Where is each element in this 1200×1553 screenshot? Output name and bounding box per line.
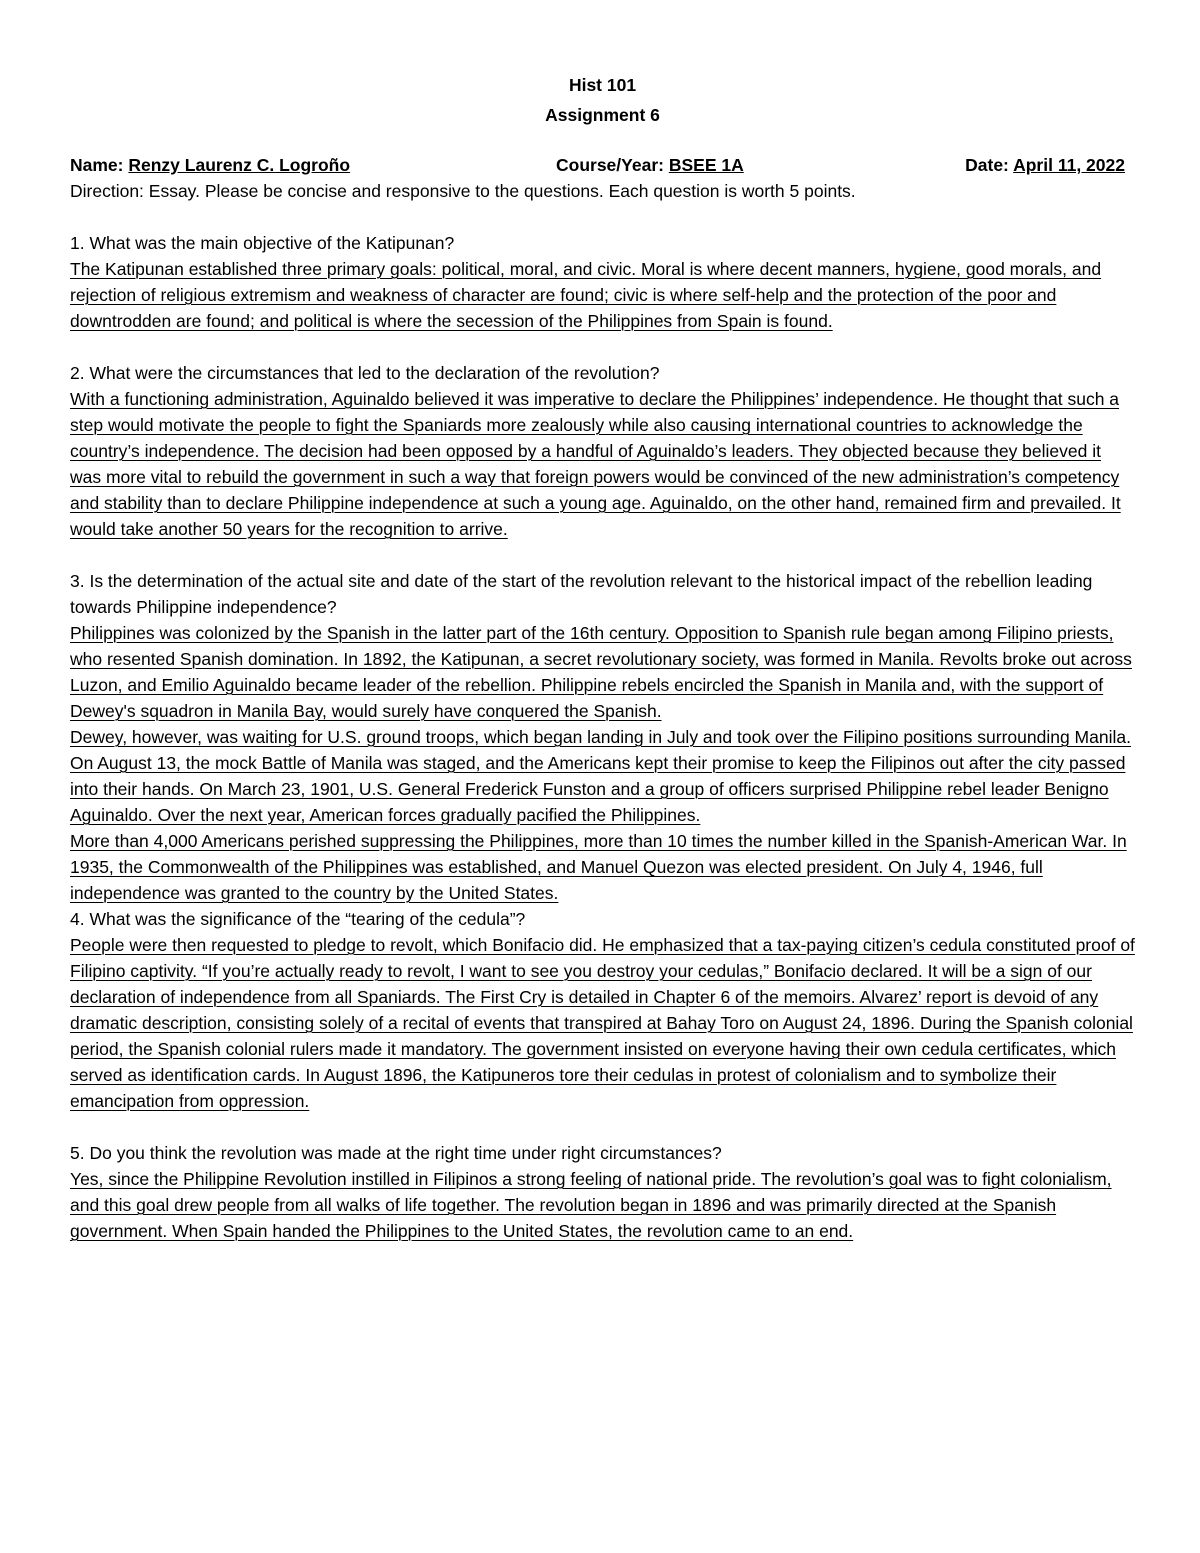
question-1: 1. What was the main objective of the Katipunan? (70, 233, 455, 253)
date-field (965, 152, 1125, 178)
answer-4: People were then requested to pledge to revolt, which Bonifacio did. He emphasized that a tax-paying citizen’s cedula constituted proof of Filipino captivity. “If you’re actually ready to revolt, I want to see you destroy your cedulas,” Bonifacio declared. It will be a sign of our declaration of independence from all Spaniards. The First Cry is detailed in Chapter 6 of the memoirs. Alvarez’ report is devoid of any dramatic description, consisting solely of a recital of events that transpired at Bahay Toro on August 24, 1896. During the Spanish colonial period, the Spanish colonial rulers made it mandatory. The government insisted on everyone having their own cedula certificates, which served as identification cards. In August 1896, the Katipuneros tore their cedulas in protest of colonialism and to symbolize their emancipation from oppression. (70, 935, 1135, 1111)
answer-1: The Katipunan established three primary goals: political, moral, and civic. Moral is where decent manners, hygiene, good morals, and rejection of religious extremism and weakness of character are found; civic is where self-help and the protection of the poor and downtrodden are found; and political is where the secession of the Philippines from Spain is found. (70, 259, 1102, 331)
name-field (70, 152, 350, 178)
student-info-row (70, 152, 1135, 178)
date-label: Date: (965, 155, 1009, 175)
answer-3-paragraph-2: Dewey, however, was waiting for U.S. ground troops, which began landing in July and took over the Filipino positions surrounding Manila. On August 13, the mock Battle of Manila was staged, and the Americans kept their promise to keep the Filipinos out after the city passed into their hands. On March 23, 1901, U.S. General Frederick Funston and a group of officers surprised Philippine rebel leader Benigno Aguinaldo. Over the next year, American forces gradually pacified the Philippines. (70, 727, 1131, 825)
question-3: 3. Is the determination of the actual site and date of the start of the revolution relevant to the historical impact of the rebellion leading towards Philippine independence? (70, 571, 1093, 617)
document-page (70, 72, 1135, 1244)
answer-5: Yes, since the Philippine Revolution instilled in Filipinos a strong feeling of national pride. The revolution’s goal was to fight colonialism, and this goal drew people from all walks of life together. The revolution began in 1896 and was primarily directed at the Spanish government. When Spain handed the Philippines to the United States, the revolution came to an end. (70, 1169, 1112, 1241)
course-label: Course/Year: (556, 155, 664, 175)
answer-2: With a functioning administration, Aguinaldo believed it was imperative to declare the Philippines’ independence. He thought that such a step would motivate the people to fight the Spaniards more zealously while also causing international countries to acknowledge the country’s independence. The decision had been opposed by a handful of Aguinaldo’s leaders. They objected because they believed it was more vital to rebuild the government in such a way that foreign powers would be convinced of the new administration’s competency and stability than to declare Philippine independence at such a young age. Aguinaldo, on the other hand, remained firm and prevailed. It would take another 50 years for the recognition to arrive. (70, 389, 1121, 539)
course-code-heading: Hist 101 (568, 75, 637, 95)
course-field (556, 152, 744, 178)
course-value: BSEE 1A (668, 155, 744, 175)
answer-3-paragraph-1: Philippines was colonized by the Spanish in the latter part of the 16th century. Opposition to Spanish rule began among Filipino priests, who resented Spanish domination. In 1892, the Katipunan, a secret revolutionary society, was formed in Manila. Revolts broke out across Luzon, and Emilio Aguinaldo became leader of the rebellion. Philippine rebels encircled the Spanish in Manila and, with the support of Dewey's squadron in Manila Bay, would surely have conquered the Spanish. (70, 623, 1132, 721)
name-value: Renzy Laurenz C. Logroño (128, 155, 351, 175)
date-value: April 11, 2022 (1013, 155, 1125, 175)
answer-3-paragraph-3: More than 4,000 Americans perished suppressing the Philippines, more than 10 times the number killed in the Spanish-American War. In 1935, the Commonwealth of the Philippines was established, and Manuel Quezon was elected president. On July 4, 1946, full independence was granted to the country by the United States. (70, 831, 1127, 903)
question-4: 4. What was the significance of the “tearing of the cedula”? (70, 909, 526, 929)
question-2: 2. What were the circumstances that led to the declaration of the revolution? (70, 363, 660, 383)
question-5: 5. Do you think the revolution was made at the right time under right circumstances? (70, 1143, 722, 1163)
assignment-heading: Assignment 6 (545, 105, 660, 125)
name-label: Name: (70, 155, 124, 175)
direction-text: Direction: Essay. Please be concise and responsive to the questions. Each question is worth 5 points. (70, 181, 856, 201)
